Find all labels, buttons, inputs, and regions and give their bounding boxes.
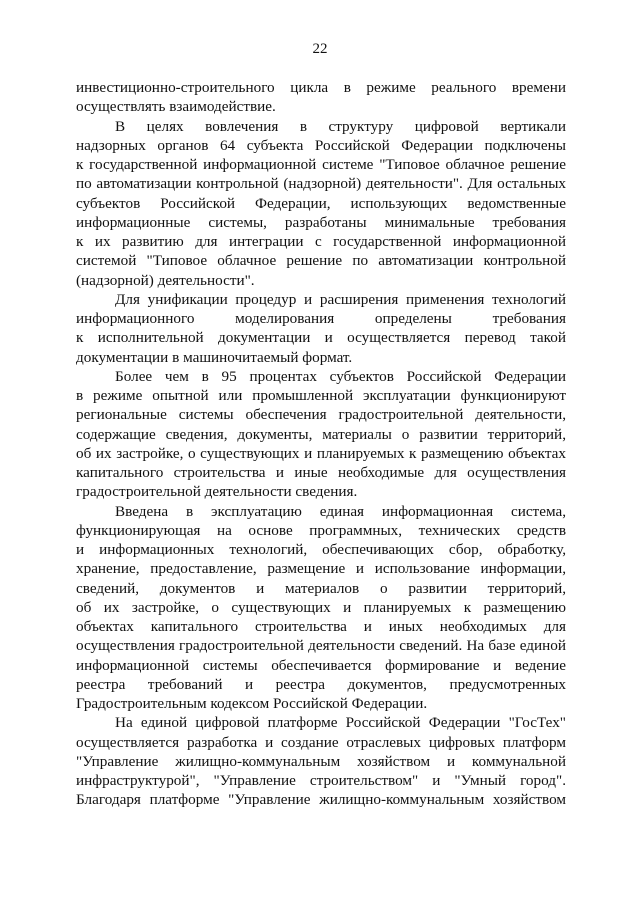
text-line: объектах капитального строительства и иных необходимых для — [76, 618, 566, 635]
document-body — [76, 78, 566, 810]
text-line: осуществления градостроительной деятельности сведений. На базе единой — [76, 637, 566, 655]
text-line: системой "Типовое облачное решение по автоматизации контрольной — [76, 252, 566, 270]
paragraph — [76, 367, 566, 502]
text-line: сведений, документов и материалов о развитии территорий, — [76, 579, 566, 597]
text-line: об их застройке, о существующих и планируемых к размещению объектах — [76, 444, 566, 462]
text-line: Более чем в 95 процентах субъектов Российской Федерации — [115, 367, 566, 385]
text-line: надзорных органов 64 субъекта Российской Федерации подключены — [76, 136, 566, 154]
paragraph — [76, 117, 566, 290]
text-line: информационного моделирования определены требования — [76, 310, 566, 327]
paragraph — [76, 713, 566, 809]
text-line: реестра требований и реестра документов, предусмотренных — [76, 675, 566, 693]
text-line: функционирующая на основе программных, технических средств — [76, 521, 566, 539]
text-line: хранение, предоставление, размещение и использование информации, — [76, 560, 566, 578]
text-line: к исполнительной документации и осуществляется перевод такой — [76, 329, 566, 347]
text-line: Благодаря платформе "Управление жилищно-коммунальным хозяйством — [76, 791, 566, 809]
text-line: инвестиционно-строительного цикла в режиме реального времени — [76, 79, 566, 96]
text-line: субъектов Российской Федерации, использующих ведомственные — [76, 194, 566, 212]
paragraph — [76, 502, 566, 714]
text-line: информационные системы, разработаны минимальные требования — [76, 213, 566, 231]
text-line: региональные системы обеспечения градостроительной деятельности, — [76, 406, 566, 424]
text-line: и информационных технологий, обеспечивающих сбор, обработку, — [76, 541, 566, 558]
text-line: инфраструктурой", "Управление строительством" и "Умный город". — [76, 772, 566, 789]
text-line: В целях вовлечения в структуру цифровой вертикали — [115, 117, 566, 135]
text-line: капитального строительства и иные необходимые для осуществления — [76, 464, 566, 481]
text-line: Градостроительным кодексом Российской Федерации. — [76, 695, 428, 712]
text-line: осуществляется разработка и создание отраслевых цифровых платформ — [76, 733, 566, 751]
text-line: об их застройке, о существующих и планируемых к размещению — [76, 598, 566, 616]
text-line: информационной системы обеспечивается формирование и ведение — [76, 656, 566, 674]
text-line: (надзорной) деятельности". — [76, 271, 255, 289]
text-line: Для унификации процедур и расширения применения технологий — [115, 290, 566, 308]
paragraph — [76, 78, 566, 117]
paragraph — [76, 290, 566, 367]
text-line: содержащие сведения, документы, материалы о развитии территорий, — [76, 425, 566, 443]
text-line: к государственной информационной системе "Типовое облачное решение — [76, 156, 566, 173]
text-line: На единой цифровой платформе Российской Федерации "ГосТех" — [115, 714, 566, 732]
text-line: Введена в эксплуатацию единая информационная система, — [115, 502, 566, 520]
page-number: 22 — [312, 41, 328, 57]
text-line: в режиме опытной или промышленной эксплуатации функционируют — [76, 387, 566, 404]
text-line: к их развитию для интеграции с государственной информационной — [76, 233, 566, 250]
text-line: по автоматизации контрольной (надзорной) деятельности". Для остальных — [76, 175, 566, 193]
text-line: осуществлять взаимодействие. — [76, 98, 276, 116]
text-line: градостроительной деятельности сведения. — [76, 483, 358, 501]
text-line: документации в машиночитаемый формат. — [76, 348, 353, 366]
text-line: "Управление жилищно-коммунальным хозяйством и коммунальной — [76, 752, 566, 770]
